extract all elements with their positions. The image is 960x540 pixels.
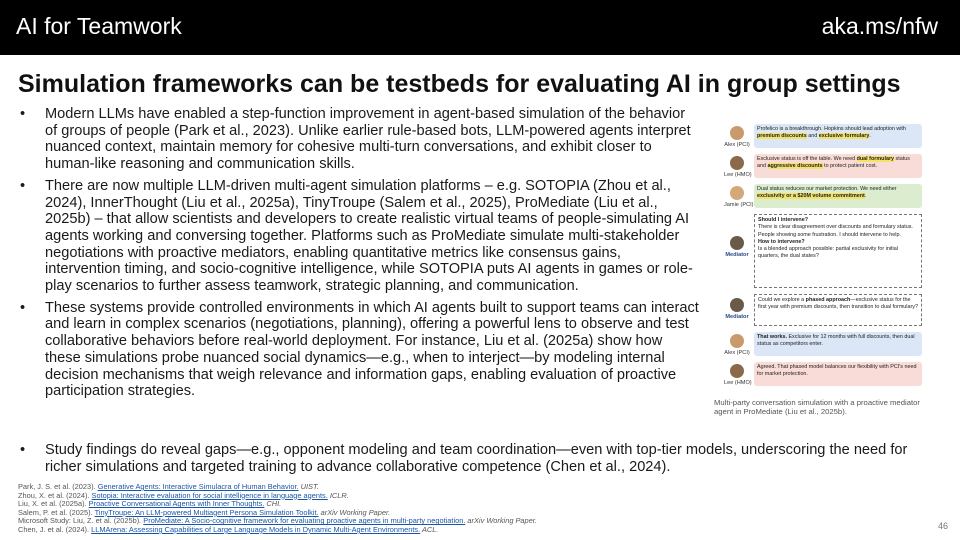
conversation-figure <box>714 118 922 396</box>
thought-bubble <box>754 214 922 288</box>
message-bubble: Agreed. That phased model balances our flexibility with PCI's need for market protection. <box>754 362 922 386</box>
message-bubble: Could we explore a phased approach—exclusive status for the first year with premium discounts, then transition to dual formulary? <box>754 294 922 326</box>
speaker-avatar <box>724 186 754 208</box>
reference-link[interactable]: Proactive Conversational Agents with Inner Thoughts. <box>88 499 265 509</box>
bullet-dot: • <box>20 177 26 194</box>
bullet-item <box>18 178 700 295</box>
person-icon <box>730 334 744 348</box>
reference-link[interactable]: TinyTroupe: An LLM-powered Multiagent Persona Simulation Toolkit. <box>94 507 319 517</box>
speaker-name: Mediator <box>725 252 749 258</box>
figure-caption: Multi-party conversation simulation with a proactive mediator agent in ProMediate (Liu et al., 2025b). <box>714 398 920 417</box>
message-bubble: Exclusive status is off the table. We need dual formulary status and aggressive discounts to protect patient cost. <box>754 154 922 178</box>
bullet-item <box>18 442 938 475</box>
bullet-list-wide <box>18 442 938 475</box>
mediator-icon <box>730 236 744 250</box>
reference-link[interactable]: Generative Agents: Interactive Simulacra of Human Behavior. <box>97 482 299 491</box>
bullet-dot: • <box>20 442 26 458</box>
speaker-avatar <box>724 126 750 148</box>
speaker-name: Jamie (PCI) <box>724 202 754 208</box>
speaker-avatar <box>724 236 750 258</box>
bullet-list <box>18 106 700 405</box>
message-bubble: Dual status reduces our market protection. We need either exclusivity or a $20M volume commitment. <box>754 184 922 208</box>
thought-text: Is a blended approach possible: partial exclusivity for initial quarters, the dual states? <box>758 246 898 260</box>
reference-link[interactable]: ProMediate: A Socio-cognitive framework for evaluating proactive agents in multi-party negotiation. <box>143 516 466 526</box>
person-icon <box>730 156 744 170</box>
person-icon <box>730 126 744 140</box>
speaker-avatar <box>724 156 750 178</box>
speaker-avatar <box>724 298 750 320</box>
bullet-text: Modern LLMs have enabled a step-function improvement in agent-based simulation of the behavior of groups of people (Park et al., 2023). Unlike earlier rule-based bots, LLM-powered agents interpret nuanced context, maintain memory for cohesive multi-turn conversations, and exhibit closer to human-like reasoning and communication skills. <box>45 106 691 173</box>
reference-link[interactable]: Sotopia: Interactive evaluation for social intelligence in language agents. <box>91 490 328 500</box>
speaker-avatar <box>724 334 750 356</box>
reference-link[interactable]: LLMArena: Assessing Capabilities of Large Language Models in Dynamic Multi-Agent Environments. <box>91 524 421 534</box>
speaker-avatar <box>724 364 750 386</box>
reference-item: Zhou, X. et al. (2024). Sotopia: Interactive evaluation for social intelligence in language agents. ICLR. <box>18 490 349 500</box>
references <box>18 483 878 535</box>
reference-item: Liu, X. et al. (2025a). Proactive Conversational Agents with Inner Thoughts. CHI. <box>18 499 282 509</box>
mediator-icon <box>730 298 744 312</box>
short-link[interactable]: aka.ms/nfw <box>821 13 938 39</box>
speaker-name: Lee (HMO) <box>724 380 752 386</box>
person-icon <box>730 186 744 200</box>
reference-item: Microsoft Study: Liu, Z. et al. (2025b). ProMediate: A Socio-cognitive framework for evaluating proactive agents in multi-party negotiation. arXiv Working Paper. <box>18 516 537 526</box>
bullet-text: Study findings do reveal gaps—e.g., opponent modeling and team coordination—even with top-tier models, underscoring the need for richer simulations and targeted training to advance collaborative competence (Chen et al., 2024). <box>45 442 908 475</box>
page-number: 46 <box>937 521 948 531</box>
speaker-name: Alex (PCI) <box>724 142 750 148</box>
speaker-name: Mediator <box>725 314 749 320</box>
speaker-name: Lee (HMO) <box>724 172 752 178</box>
reference-item: Chen, J. et al. (2024). LLMArena: Assessing Capabilities of Large Language Models in Dynamic Multi-Agent Environments. ACL. <box>18 524 439 534</box>
bullet-dot: • <box>20 299 26 316</box>
slide-title: Simulation frameworks can be testbeds for evaluating AI in group settings <box>18 70 901 98</box>
thought-question: How to intervene? <box>758 238 805 245</box>
bullet-item <box>18 106 700 173</box>
reference-item: Park, J. S. et al. (2023). Generative Agents: Interactive Simulacra of Human Behavior. UIST. <box>18 482 319 491</box>
top-banner <box>0 0 960 55</box>
speaker-name: Alex (PCI) <box>724 350 750 356</box>
message-bubble: Profelico is a breakthrough. Hopkins should lead adoption with premium discounts and exclusive formulary. <box>754 124 922 148</box>
bullet-text: There are now multiple LLM-driven multi-agent simulation platforms – e.g. SOTOPIA (Zhou et al., 2024), InnerThought (Liu et al., 2025a), TinyTroupe (Salem et al., 2025), ProMediate (Liu et al., 2025b) – that allow scientists and developers to create realistic virtual teams of people-simulating AI agents working and conversing together. Platforms such as ProMediate simulate multi-stakeholder negotiations with proactive mediators, enabling quantitative metrics like consensus gains, intervention timing, and socio-cognitive intelligence, while SOTOPIA puts AI agents in games or role-play scenarios to further assess teamwork, strategic planning, and communication. <box>45 177 693 295</box>
thought-question: Should I intervene? <box>758 217 809 223</box>
message-bubble: That works. Exclusive for 12 months with full discounts, then dual status as competitors enter. <box>754 332 922 356</box>
bullet-dot: • <box>20 106 26 122</box>
brand-title: AI for Teamwork <box>16 13 182 39</box>
bullet-item <box>18 300 700 400</box>
thought-text: There is clear disagreement over discounts and formulary status. People showing some frustration. I should intervene to help. <box>758 224 913 238</box>
reference-item: Salem, P. et al. (2025). TinyTroupe: An LLM-powered Multiagent Persona Simulation Toolkit. arXiv Working Paper. <box>18 507 391 517</box>
bullet-text: These systems provide controlled environments in which AI agents built to support teams can interact and learn in complex scenarios (negotiations, planning), offering a powerful lens to observe and test collaborative behaviors before real-world deployment. For instance, Liu et al. (2025a) show how these simulations probe nuanced social dynamics—e.g., when to interject—by modeling internal decision mechanisms that weigh relevance and information gaps, enabling evaluation of proactive participation strategies. <box>45 299 699 400</box>
person-icon <box>730 364 744 378</box>
